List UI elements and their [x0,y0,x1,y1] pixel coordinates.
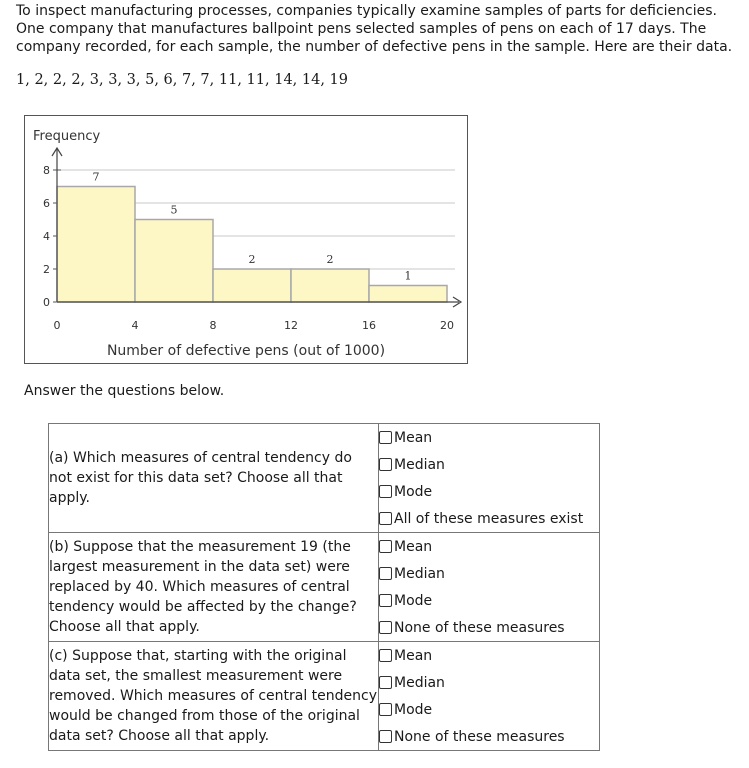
question-text: (c) Suppose that, starting with the original data set, the smallest measurement were removed. Which measures of central tendency would be changed from those of the original data set? Choose all that apply. [49,642,379,751]
option-mean[interactable] [379,642,599,669]
option-label: None of these measures [394,728,565,745]
histogram-bar [369,286,447,303]
x-tick-label: 0 [53,319,61,332]
option-mean[interactable] [379,424,599,451]
option-mode[interactable] [379,696,599,723]
option-mode[interactable] [379,587,599,614]
y-tick-label: 2 [43,263,50,276]
questions-table [48,423,600,751]
checkbox[interactable] [379,485,392,498]
x-tick-label: 16 [362,319,376,332]
y-tick-label: 8 [43,164,50,177]
option-label: Mode [394,701,433,718]
option-label: Median [394,674,445,691]
checkbox[interactable] [379,730,392,743]
y-tick-label: 6 [43,197,50,210]
checkbox[interactable] [379,431,392,444]
x-tick-label: 12 [284,319,298,332]
question-row [49,533,600,642]
dataset-values: 1, 2, 2, 2, 3, 3, 3, 5, 6, 7, 7, 11, 11, 14, 14, 19 [16,72,349,88]
question-text: (a) Which measures of central tendency do not exist for this data set? Choose all that apply. [49,424,379,533]
problem-intro: To inspect manufacturing processes, companies typically examine samples of parts for deficiencies. One company that manufactures ballpoint pens selected samples of pens on each of 17 days. The company recorded, for each sample, the number of defective pens in the sample. Here are their data. [16,3,733,55]
y-axis-title: Frequency [33,129,101,144]
option-label: Median [394,456,445,473]
checkbox[interactable] [379,458,392,471]
option-none-of-these-measures[interactable] [379,614,599,641]
x-tick-label: 8 [209,319,217,332]
option-label: Mean [394,538,433,555]
question-row [49,424,600,533]
option-label: Mode [394,592,433,609]
option-label: Mode [394,483,433,500]
checkbox[interactable] [379,594,392,607]
option-label: Median [394,565,445,582]
bar-value-label: 2 [326,253,334,266]
x-axis-title: Number of defective pens (out of 1000) [106,343,386,359]
histogram-bar [291,269,369,302]
option-label: Mean [394,647,433,664]
checkbox[interactable] [379,621,392,634]
option-mode[interactable] [379,478,599,505]
answer-prompt: Answer the questions below. [24,383,225,399]
bar-value-label: 2 [248,253,256,266]
option-median[interactable] [379,451,599,478]
option-label: Mean [394,429,433,446]
histogram-bar [135,220,213,303]
checkbox[interactable] [379,649,392,662]
option-label: All of these measures exist [394,510,584,527]
histogram-bar [57,187,135,303]
y-tick-label: 0 [43,296,50,309]
checkbox[interactable] [379,703,392,716]
x-tick-label: 20 [440,319,454,332]
checkbox[interactable] [379,540,392,553]
bar-value-label: 5 [170,203,178,217]
checkbox[interactable] [379,512,392,525]
checkbox[interactable] [379,676,392,689]
options-cell [379,533,600,642]
option-none-of-these-measures[interactable] [379,723,599,750]
checkbox[interactable] [379,567,392,580]
histogram-bar [213,269,291,302]
option-median[interactable] [379,669,599,696]
option-median[interactable] [379,560,599,587]
question-text: (b) Suppose that the measurement 19 (the largest measurement in the data set) were replaced by 40. Which measures of central tendency would be affected by the change? Choose all that apply. [49,533,379,642]
option-mean[interactable] [379,533,599,560]
x-tick-label: 4 [131,319,139,332]
options-cell [379,424,600,533]
options-cell [379,642,600,751]
bar-value-label: 1 [404,269,412,283]
y-tick-label: 4 [43,230,50,243]
bar-value-label: 7 [92,170,100,184]
option-all-of-these-measures-exist[interactable] [379,505,599,532]
histogram-chart [24,115,468,364]
option-label: None of these measures [394,619,565,636]
question-row [49,642,600,751]
